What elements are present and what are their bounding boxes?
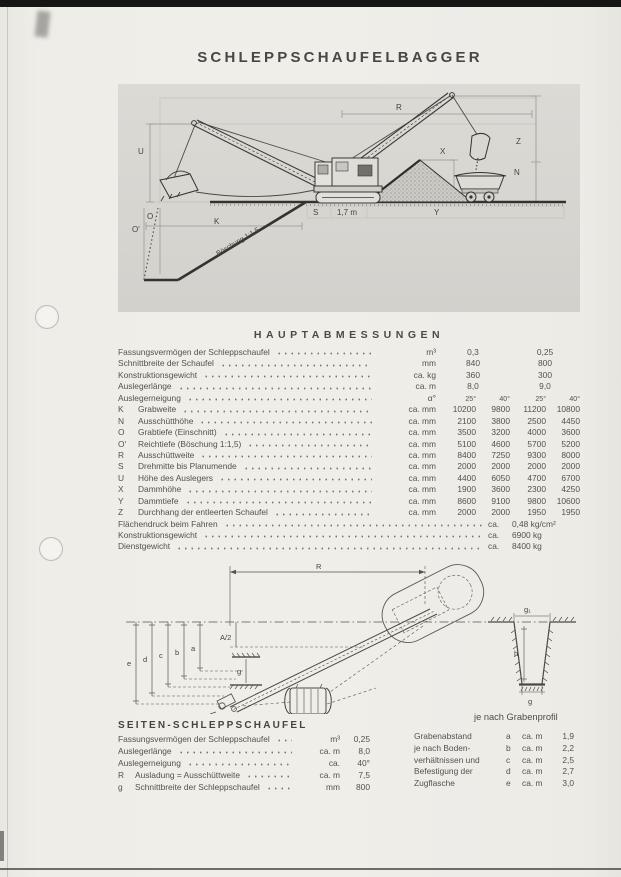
- drag-bucket: [160, 171, 198, 201]
- row-label: Grabtiefe (Einschnitt): [138, 427, 217, 438]
- main-drawing-panel: [118, 84, 580, 312]
- row-label: Dammtiefe: [138, 495, 179, 506]
- table-row: [118, 371, 580, 382]
- row-label: Dammhöhe: [138, 484, 182, 495]
- row-value: 6900 kg: [512, 530, 542, 540]
- boom-25deg: [192, 120, 322, 187]
- label-N: N: [514, 168, 520, 177]
- label-e: e: [127, 659, 132, 668]
- row-value: 25°: [535, 395, 546, 403]
- table-row: [118, 382, 580, 393]
- table-row: [118, 531, 580, 542]
- label-h: h: [514, 649, 519, 658]
- row-value: 2000: [527, 461, 546, 472]
- row-value: 1,9: [562, 731, 574, 741]
- row-value: 3800: [491, 415, 510, 426]
- seiten-heading: SEITEN-SCHLEPPSCHAUFEL: [118, 720, 308, 731]
- row-value: 40°: [357, 758, 370, 768]
- row-value: 9800: [527, 495, 546, 506]
- label-R: R: [396, 103, 402, 112]
- row-key: O: [118, 427, 125, 438]
- table-row: [118, 508, 580, 519]
- row-key: Z: [118, 507, 124, 518]
- row-value: 9300: [527, 449, 546, 460]
- dotted-leader: [243, 465, 372, 472]
- dotted-leader: [187, 761, 292, 768]
- punch-hole: [35, 305, 59, 329]
- row-label: Konstruktionsgewicht: [118, 530, 198, 540]
- label-S: S: [313, 208, 319, 217]
- label-a: a: [191, 644, 196, 653]
- row-value: 7250: [491, 449, 510, 460]
- g-dimension: [230, 653, 262, 689]
- row-value: 0,25: [536, 347, 554, 357]
- dotted-leader: [276, 350, 372, 357]
- machine-top-view: [374, 556, 492, 650]
- row-unit: ca. mm: [408, 449, 436, 460]
- row-label: Ausschütthöhe: [138, 415, 194, 426]
- page-edge-line: [7, 7, 8, 877]
- row-unit: ca. mm: [408, 427, 436, 438]
- dragline-side-elevation-drawing: [118, 84, 580, 312]
- row-label: Schnittbreite der Schleppschaufel: [135, 782, 260, 792]
- row-value: 9,0: [539, 381, 551, 392]
- row-unit: ca. m: [415, 381, 436, 392]
- table-row: [118, 770, 370, 782]
- punch-hole: [39, 537, 63, 561]
- page-title: SCHLEPPSCHAUFELBAGGER: [197, 49, 483, 66]
- dotted-leader: [223, 431, 372, 438]
- trench-profile: [488, 613, 576, 695]
- row-value: 2000: [491, 507, 510, 518]
- table-row: [414, 731, 574, 743]
- label-K: K: [214, 217, 220, 226]
- row-value: 8,0: [467, 381, 479, 392]
- row-value: 2000: [457, 461, 476, 472]
- table-row: [414, 755, 574, 767]
- row-value: 4700: [527, 472, 546, 483]
- row-label: Flächendruck beim Fahren: [118, 518, 218, 529]
- row-value: 10800: [556, 404, 580, 415]
- row-label: Befestigung der: [414, 766, 473, 777]
- row-label: Schnittbreite der Schaufel: [118, 358, 214, 369]
- dotted-leader: [276, 737, 292, 744]
- table-row: [414, 743, 574, 755]
- row-unit: α°: [427, 392, 436, 403]
- row-value: 25°: [465, 395, 476, 403]
- dotted-leader: [247, 442, 372, 449]
- row-unit: m³: [426, 347, 436, 357]
- row-value: 800: [538, 358, 552, 369]
- row-value: 300: [538, 369, 552, 380]
- dotted-leader: [187, 396, 372, 403]
- dotted-leader: [203, 373, 372, 380]
- side-dragline-drawing: [118, 556, 580, 714]
- dotted-leader: [176, 545, 484, 552]
- row-value: 3,0: [562, 778, 574, 789]
- spoil-pile: [366, 160, 472, 202]
- row-value: 360: [466, 369, 480, 380]
- row-unit: ca. mm: [408, 472, 436, 483]
- row-value: 5100: [457, 438, 476, 449]
- row-key: c: [506, 754, 511, 765]
- row-label: Durchhang der entleerten Schaufel: [138, 507, 268, 518]
- row-value: 40°: [499, 395, 510, 403]
- row-value: 6050: [491, 472, 510, 483]
- row-unit: ca. m: [522, 731, 543, 741]
- table-row: [118, 734, 370, 746]
- row-value: 7,5: [358, 770, 370, 780]
- seiten-section: [118, 720, 370, 794]
- row-unit: ca. mm: [408, 507, 436, 518]
- row-key: N: [118, 415, 125, 426]
- dotted-leader: [203, 533, 484, 540]
- row-value: 8400: [457, 449, 476, 460]
- label-X: X: [440, 147, 446, 156]
- row-value: 4600: [491, 438, 510, 449]
- row-label: je nach Boden-: [414, 742, 471, 753]
- row-value: 2100: [457, 415, 476, 426]
- row-value: 4400: [457, 472, 476, 483]
- scan-edge-bottom: [0, 868, 621, 870]
- row-label: Konstruktionsgewicht: [118, 369, 198, 380]
- row-value: 1950: [527, 507, 546, 518]
- row-value: 3200: [491, 427, 510, 438]
- row-value: 840: [466, 358, 480, 369]
- row-unit: ca. mm: [408, 415, 436, 426]
- row-key: g: [118, 782, 123, 792]
- table-row: [118, 758, 370, 770]
- label-A-half: A/2: [220, 633, 232, 642]
- row-unit: ca. m: [319, 770, 340, 780]
- row-value: 1900: [457, 484, 476, 495]
- label-g1: g₁: [524, 605, 531, 614]
- dotted-leader: [274, 511, 372, 518]
- main-table-heading: HAUPTABMESSUNGEN: [253, 329, 445, 341]
- label-c: c: [159, 651, 163, 660]
- row-unit: m³: [330, 734, 340, 744]
- row-unit: ca. kg: [413, 369, 436, 380]
- row-unit: ca. mm: [408, 438, 436, 449]
- row-value: 0,3: [467, 347, 479, 357]
- row-value: 2,5: [562, 754, 574, 765]
- row-value: 2000: [561, 461, 580, 472]
- dumping-bucket: [470, 133, 490, 170]
- row-unit: ca. m: [522, 778, 543, 789]
- row-value: 2000: [491, 461, 510, 472]
- row-value: 8000: [561, 449, 580, 460]
- row-unit: ca. m: [319, 746, 340, 756]
- row-label: Auslegerlänge: [118, 381, 172, 392]
- row-label: Grabenabstand: [414, 731, 472, 741]
- row-key: X: [118, 484, 124, 495]
- row-label: Fassungsvermögen der Schleppschaufel: [118, 734, 270, 744]
- row-value: 3600: [491, 484, 510, 495]
- row-value: 11200: [523, 404, 546, 415]
- row-key: U: [118, 472, 125, 483]
- row-value: 5700: [527, 438, 546, 449]
- row-label: Auslegerlänge: [118, 746, 172, 756]
- dotted-leader: [185, 499, 373, 506]
- row-value: 0,48 kg/cm²: [512, 518, 556, 529]
- dotted-leader: [199, 419, 372, 426]
- table-row: [118, 394, 580, 405]
- row-value: 3500: [457, 427, 476, 438]
- row-value: 4000: [527, 427, 546, 438]
- row-unit: ca.: [488, 530, 500, 540]
- table-row: [118, 428, 580, 439]
- table-row: [118, 782, 370, 794]
- row-label: Zugflasche: [414, 778, 455, 789]
- row-label: Auslegerneigung: [118, 392, 181, 403]
- row-value: 5200: [561, 438, 580, 449]
- scan-edge-top: [0, 0, 621, 7]
- row-value: 4450: [561, 415, 580, 426]
- row-value: 10200: [452, 404, 476, 415]
- row-unit: ca.: [488, 518, 500, 529]
- dotted-leader: [224, 522, 484, 529]
- row-value: 40°: [569, 395, 580, 403]
- r-dimension: [230, 566, 425, 626]
- label-g-bottom: g: [528, 697, 533, 706]
- dotted-leader: [178, 749, 292, 756]
- excavator-machine: [314, 158, 382, 203]
- label-U: U: [138, 147, 144, 156]
- row-unit: ca. m: [522, 766, 543, 777]
- table-row: [118, 485, 580, 496]
- row-value: 2,7: [562, 766, 574, 777]
- row-key: a: [506, 731, 511, 741]
- row-label: Höhe des Auslegers: [138, 472, 213, 483]
- row-value: 8600: [457, 495, 476, 506]
- dotted-leader: [219, 476, 372, 483]
- row-unit: ca. m: [522, 754, 543, 765]
- row-key: b: [506, 742, 511, 753]
- row-value: 800: [356, 782, 370, 792]
- graben-table: [414, 731, 574, 790]
- label-d: d: [143, 655, 148, 664]
- row-key: R: [118, 449, 125, 460]
- sight-lines: [242, 626, 423, 706]
- row-value: 6700: [561, 472, 580, 483]
- row-value: 9100: [491, 495, 510, 506]
- row-key: R: [118, 770, 125, 780]
- table-row: [118, 542, 580, 553]
- row-value: 10600: [556, 495, 580, 506]
- row-key: d: [506, 766, 511, 777]
- label-b: b: [175, 648, 180, 657]
- row-label: verhältnissen und: [414, 754, 480, 765]
- row-unit: ca.: [328, 758, 340, 768]
- scan-smudge: [34, 10, 50, 37]
- row-key: S: [118, 461, 124, 472]
- row-label: Drehmitte bis Planumende: [138, 461, 237, 472]
- row-value: 9800: [491, 404, 510, 415]
- row-unit: ca. m: [522, 742, 543, 753]
- table-row: [414, 766, 574, 778]
- row-key: K: [118, 404, 124, 415]
- row-label: Reichtiefe (Böschung 1:1,5): [138, 438, 242, 449]
- label-O-prime: O': [132, 225, 140, 234]
- slope-label: Böschung 1:1,5: [215, 226, 261, 258]
- row-label: Ausschüttweite: [138, 449, 195, 460]
- row-value: 1950: [561, 507, 580, 518]
- row-label: Grabweite: [138, 404, 177, 415]
- table-row: [118, 746, 370, 758]
- row-unit: mm: [422, 358, 436, 369]
- row-label: Auslegerneigung: [118, 758, 181, 768]
- row-value: 0,25: [353, 734, 370, 744]
- row-unit: ca. mm: [408, 495, 436, 506]
- table-row: [118, 474, 580, 485]
- drawing-labels: [127, 562, 532, 706]
- label-O: O: [147, 212, 154, 221]
- bucket-front-view: [285, 684, 332, 714]
- main-dimensions-table: [118, 348, 580, 554]
- label-g: g: [237, 667, 242, 676]
- dotted-leader: [266, 785, 292, 792]
- table-row: [118, 405, 580, 416]
- row-key: O': [118, 438, 127, 449]
- row-label: Ausladung = Ausschüttweite: [135, 770, 240, 780]
- scan-artifact: [0, 831, 4, 861]
- row-value: 2000: [457, 507, 476, 518]
- dotted-leader: [187, 488, 372, 495]
- dotted-leader: [200, 453, 372, 460]
- row-value: 3600: [561, 427, 580, 438]
- table-row: [414, 778, 574, 790]
- label-Y: Y: [434, 208, 440, 217]
- row-unit: ca. mm: [408, 461, 436, 472]
- row-unit: ca. mm: [408, 404, 436, 415]
- row-value: 8400 kg: [512, 541, 542, 552]
- row-value: 2300: [527, 484, 546, 495]
- dotted-leader: [182, 408, 372, 415]
- row-unit: ca.: [488, 541, 500, 552]
- row-key: e: [506, 778, 511, 789]
- dotted-leader: [178, 385, 372, 392]
- row-label: Dienstgewicht: [118, 541, 171, 552]
- dotted-leader: [246, 773, 292, 780]
- trench-profile-caption: je nach Grabenprofil: [474, 712, 558, 722]
- label-R: R: [316, 562, 322, 571]
- row-unit: mm: [326, 782, 340, 792]
- dotted-leader: [220, 362, 372, 369]
- label-track-gauge: 1,7 m: [337, 208, 358, 217]
- row-value: 4250: [561, 484, 580, 495]
- row-unit: ca. mm: [408, 484, 436, 495]
- row-label: Fassungsvermögen der Schleppschaufel: [118, 347, 270, 357]
- row-key: Y: [118, 495, 124, 506]
- row-value: 2500: [527, 415, 546, 426]
- row-value: 8,0: [358, 746, 370, 756]
- label-Z: Z: [516, 137, 521, 146]
- row-value: 2,2: [562, 742, 574, 753]
- lattice-boom: [230, 609, 437, 712]
